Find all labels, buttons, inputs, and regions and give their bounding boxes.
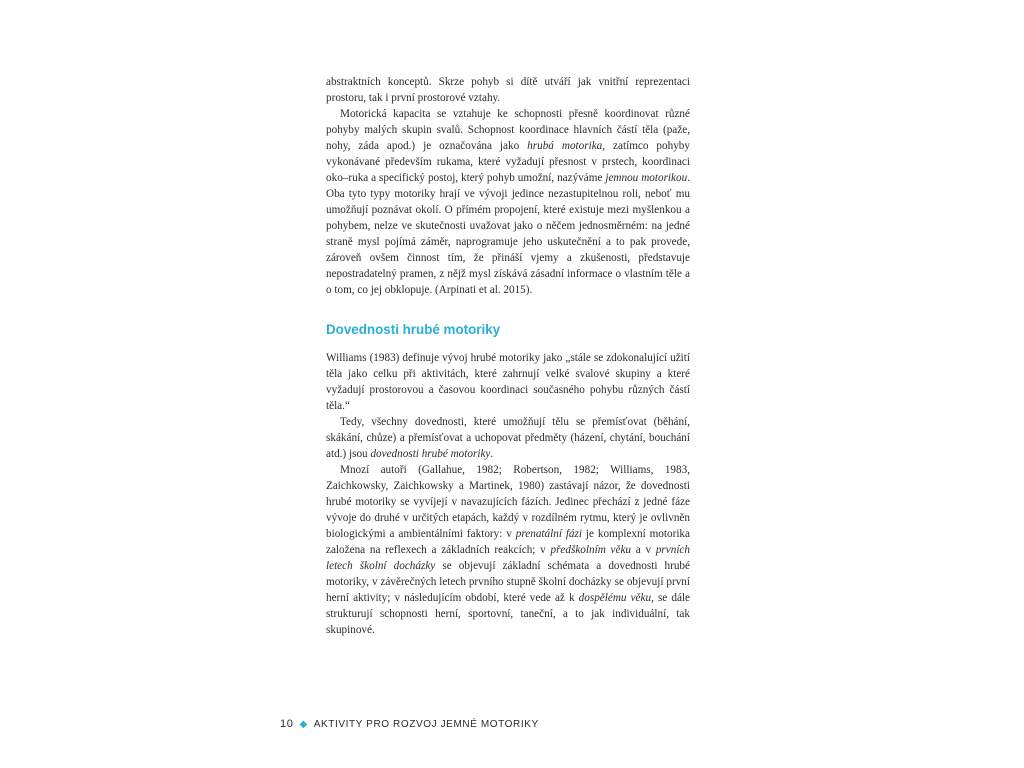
section-p2-text-c: . bbox=[490, 448, 494, 460]
section-paragraph-3 bbox=[326, 462, 690, 638]
section-p3-text-g: se objevují základní schémata a dovednosti hrubé motoriky, v závěrečných letech prvního stupně školní docházky se objevují první herní aktivity; v následujícím období, které vede až k bbox=[326, 560, 690, 604]
diamond-bullet-icon: ◆ bbox=[299, 719, 308, 730]
intro-paragraph-2 bbox=[326, 106, 690, 298]
section-p3-text-a: Mnozí autoři (Gallahue, 1982; Robertson, 1982; Williams, 1983, Zaichkowsky, Zaichkowsky a Martinek, 1980) zastávají názor, že dovednosti hrubé motoriky se vyvíjejí v navazujících fázích. Jedinec přechází z jedné fáze vývoje do druhé v určitých etapách, každý v rozdílném rytmu, který je ovlivněn biologickými a ambientálními faktory: v bbox=[326, 464, 690, 540]
section-paragraph-2 bbox=[326, 414, 690, 462]
intro-paragraph-1 bbox=[326, 74, 690, 106]
section-p1-text: Williams (1983) definuje vývoj hrubé motoriky jako „stále se zdokonalující užití těla jako celku při aktivitách, které zahrnují velké svalové skupiny a které vyžadují prostorovou a časovou koordinaci současného pohybu různých částí těla.“ bbox=[326, 352, 690, 412]
intro-p2-text-a: Motorická kapacita se vztahuje ke schopnosti přesně koordinovat různé pohyby malých skupin svalů. Schopnost koordinace hlavních částí těla (paže, nohy, záda apod.) je označována jako bbox=[326, 108, 690, 152]
intro-p2-text-c: , zatímco pohyby vykonávané především rukama, které vyžadují přesnost v prstech, koordinaci oko–ruka a specifický postoj, který pohyb umožní, nazýváme bbox=[326, 140, 690, 184]
section-p3-text-c: je komplexní motorika založena na reflexech a základních reakcích; v bbox=[326, 528, 690, 556]
section-p2-text-a: Tedy, všechny dovednosti, které umožňují tělu se přemísťovat (běhání, skákání, chůze) a přemísťovat a uchopovat předměty (házení, chytání, bouchání atd.) jsou bbox=[326, 416, 690, 460]
section-p3-text-e: a v bbox=[631, 544, 656, 556]
term-jemna-motorika: jemnou motorikou bbox=[605, 172, 688, 184]
section-p3-text-i: , se dále strukturují schopnosti herní, sportovní, taneční, a to jak individuální, tak skupinové. bbox=[326, 592, 690, 636]
term-prenatalni-faze: prenatální fázi bbox=[515, 528, 582, 540]
term-hruba-motorika: hrubá motorika bbox=[527, 140, 603, 152]
running-title: AKTIVITY PRO ROZVOJ JEMNÉ MOTORIKY bbox=[313, 719, 539, 730]
section-heading: Dovednosti hrubé motoriky bbox=[326, 322, 501, 337]
page-number: 10 bbox=[280, 718, 294, 730]
term-predskolni-vek: předškolním věku bbox=[550, 544, 632, 556]
page-footer bbox=[280, 718, 539, 730]
intro-p2-text-e: . Oba tyto typy motoriky hrají ve vývoji jedince nezastupitelnou roli, neboť mu umožňují poznávat okolí. O přímém propojení, které existuje mezi myšlenkou a pohybem, nelze ve skutečnosti uvažovat jako o něčem jednosměrném: na jedné straně mysl pojímá záměr, naprogramuje jeho uskutečnění a to pak provede, zároveň ovšem činnost tím, že přináší vjemy a zkušenosti, představuje nepostradatelný pramen, z nějž mysl získává zásadní informace o vlastním těle a o tom, co jej obklopuje. (Arpinati et al. 2015). bbox=[326, 172, 690, 296]
section-paragraph-1 bbox=[326, 350, 690, 414]
term-dospely-vek: dospělému věku bbox=[578, 592, 652, 604]
intro-p1-text: abstraktních konceptů. Skrze pohyb si dítě utváří jak vnitřní reprezentaci prostoru, tak i první prostorové vztahy. bbox=[326, 76, 690, 104]
term-dovednosti-hrube-motoriky: dovednosti hrubé motoriky bbox=[370, 448, 491, 460]
term-prvni-leta-skolni-dochazky: prvních letech školní docházky bbox=[326, 544, 690, 572]
page-content bbox=[326, 74, 690, 638]
